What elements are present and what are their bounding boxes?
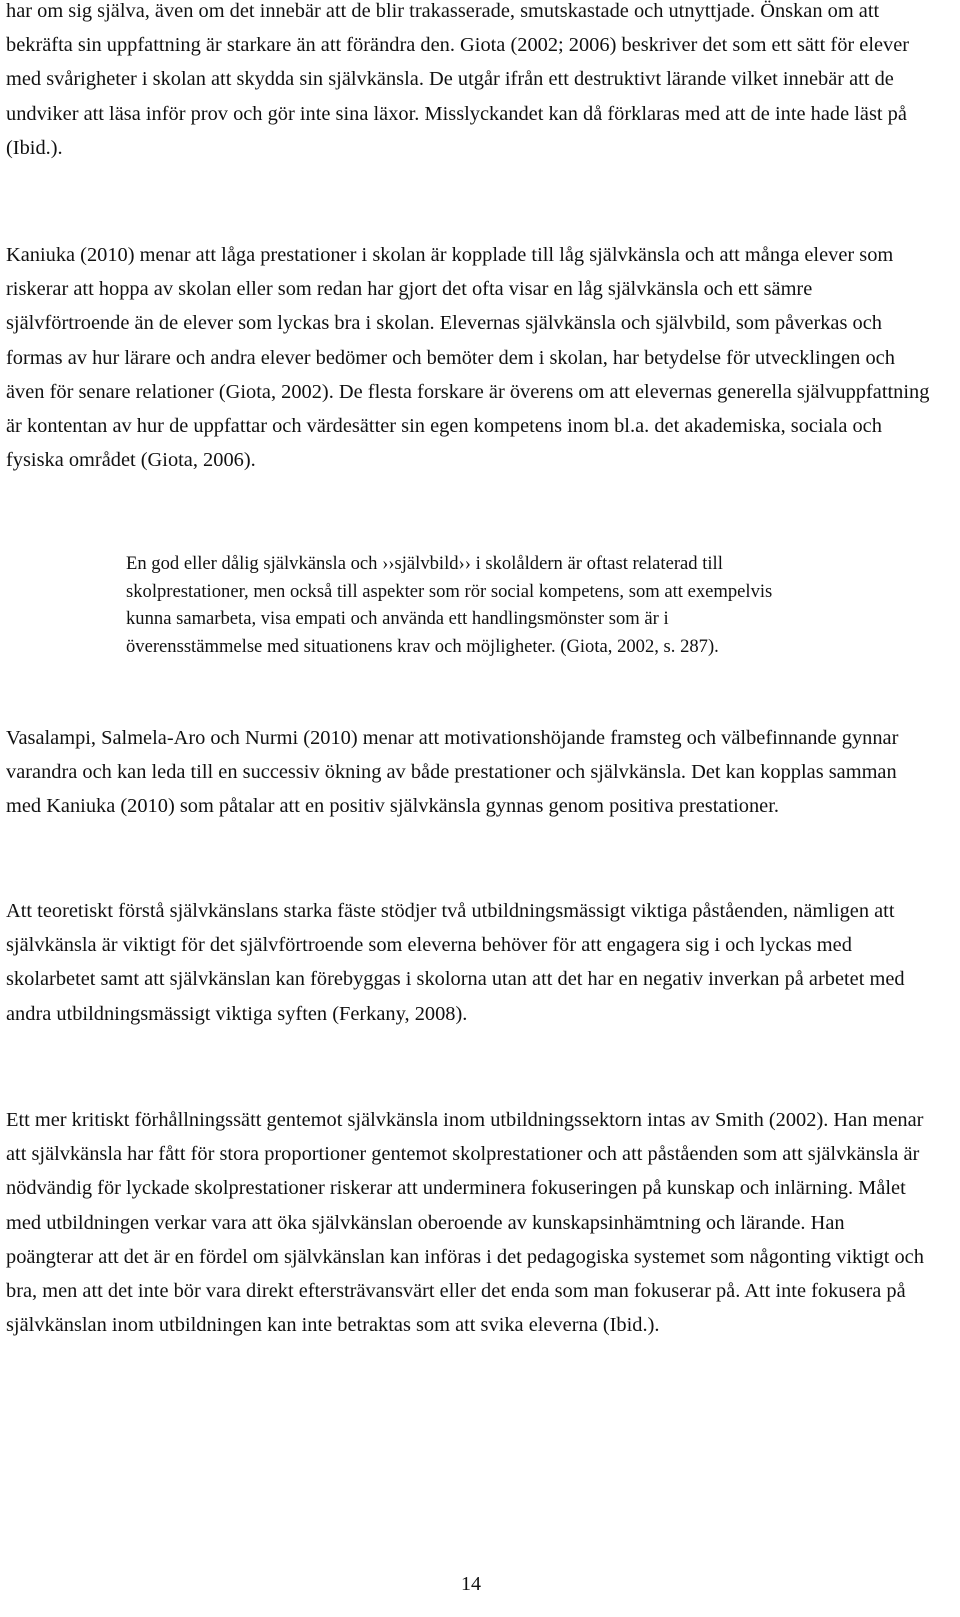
page-number: 14 xyxy=(461,1573,481,1595)
paragraph-5: Ett mer kritiskt förhållningssätt gentemot självkänsla inom utbildningssektorn intas av Smith (2002). Han menar att självkänsla har fått för stora proportioner gentemot skolprestationer och att påståenden som att självkänsla är nödvändig för lyckade skolprestationer riskerar att underminera fokuseringen på kunskap och inlärning. Målet med utbildningen verkar vara att öka självkänslan oberoende av kunskapsinhämtning och lärande. Han poängterar att det är en fördel om självkänslan kan införas i det pedagogiska systemet som någonting viktigt och bra, men att det inte bör vara direkt eftersträvansvärt eller det enda som man fokuserar på. Att inte fokusera på självkänslan inom utbildningen kan inte betraktas som att svika eleverna (Ibid.). xyxy=(6,1109,924,1337)
block-quote: En god eller dålig självkänsla och ››självbild›› i skolåldern är oftast relaterad till skolprestationer, men också till aspekter som rör social kompetens, som att exempelvis kunna samarbeta, visa empati och använda ett handlingsmönster som är i överensstämmelse med situationens krav och möjligheter. (Giota, 2002, s. 287). xyxy=(126,553,773,657)
paragraph-1: har om sig själva, även om det innebär att de blir trakasserade, smutskastade och utnyttjade. Önskan om att bekräfta sin uppfattning är starkare än att förändra den. Giota (2002; 2006) beskriver det som ett sätt för elever med svårigheter i skolan att skydda sin självkänsla. De utgår ifrån ett destruktivt lärande vilket innebär att de undviker att läsa inför prov och gör inte sina läxor. Misslyckandet kan då förklaras med att de inte hade läst på (Ibid.). xyxy=(6,0,910,159)
paragraph-4: Att teoretiskt förstå självkänslans starka fäste stödjer två utbildningsmässigt viktiga påståenden, nämligen att självkänsla är viktigt för det självförtroende som eleverna behöver för att engagera sig i och lyckas med skolarbetet samt att självkänslan kan förebyggas i skolorna utan att det har en negativ inverkan på arbetet med andra utbildningsmässigt viktiga syften (Ferkany, 2008). xyxy=(6,900,905,1025)
paragraph-2: Kaniuka (2010) menar att låga prestationer i skolan är kopplade till låg självkänsla och att många elever som riskerar att hoppa av skolan eller som redan har gjort det ofta visar en låg självkänsla och ett sämre självförtroende än de elever som lyckas bra i skolan. Elevernas självkänsla och självbild, som påverkas och formas av hur lärare och andra elever bedömer och bemöter dem i skolan, har betydelse för utvecklingen och även för senare relationer (Giota, 2002). De flesta forskare är överens om att elevernas generella självuppfattning är kontentan av hur de uppfattar och värdesätter sin egen kompetens inom bl.a. det akademiska, sociala och fysiska området (Giota, 2006). xyxy=(6,244,930,472)
paragraph-3: Vasalampi, Salmela-Aro och Nurmi (2010) menar att motivationshöjande framsteg och välbefinnande gynnar varandra och kan leda till en successiv ökning av både prestationer och självkänsla. Det kan kopplas samman med Kaniuka (2010) som påtalar att en positiv självkänsla gynnas genom positiva prestationer. xyxy=(6,727,899,818)
